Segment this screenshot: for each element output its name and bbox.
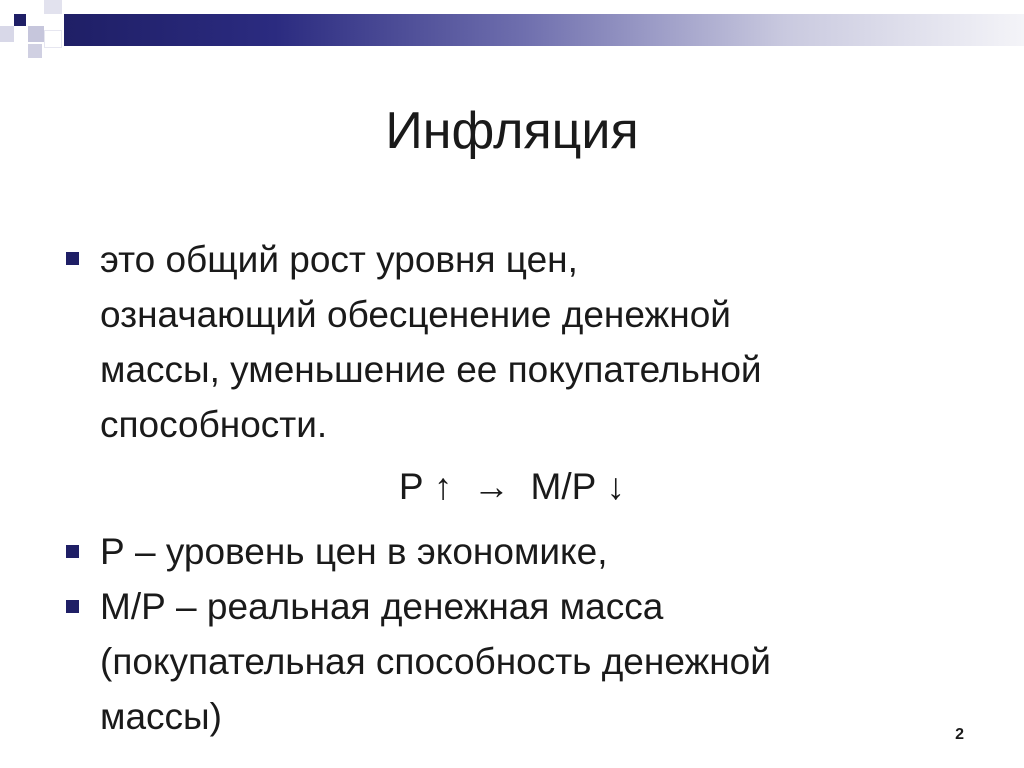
square-bullet-icon [66,545,79,558]
note-line: (покупательная способность денежной [100,641,771,682]
definition-text [100,232,762,452]
note-line: Р – уровень цен в экономике, [100,531,608,572]
decor-square [44,30,62,48]
square-bullet-icon [66,600,79,613]
page-number: 2 [955,726,964,743]
decor-square [44,0,62,14]
decor-square [28,44,42,58]
definition-line: массы, уменьшение ее покупательной [100,349,762,390]
decor-square [28,26,44,42]
inflation-formula: Р ↑ → М/Р ↓ [398,466,626,507]
note-line: М/Р – реальная денежная масса [100,586,664,627]
slide-title: Инфляция [385,102,639,160]
price-level-note [100,524,608,579]
corner-decor-squares [0,0,80,64]
decor-square [14,14,26,26]
decor-square [0,26,14,42]
note-line: массы) [100,696,222,737]
definition-line: способности. [100,404,328,445]
definition-line: это общий рост уровня цен, [100,239,578,280]
real-money-note [100,579,771,744]
square-bullet-icon [66,252,79,265]
definition-line: означающий обесценение денежной [100,294,731,335]
header-decor-band [64,14,1024,46]
